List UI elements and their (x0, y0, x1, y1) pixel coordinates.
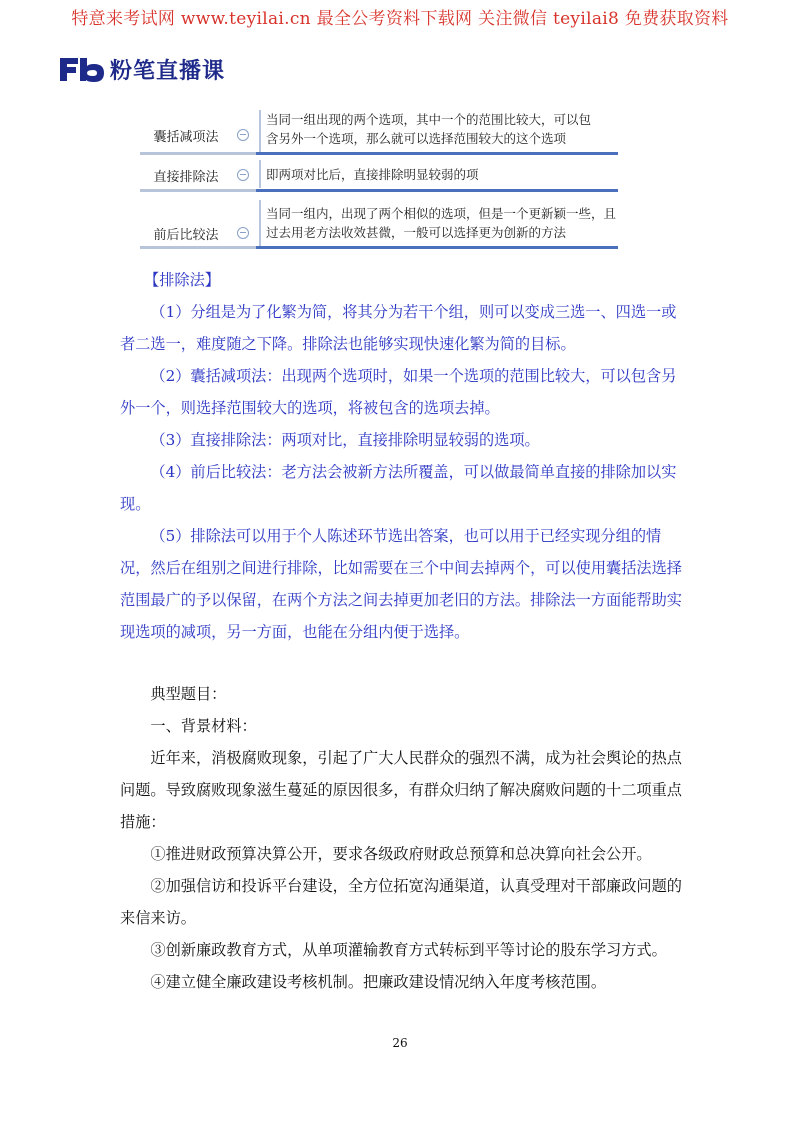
mindmap-desc (266, 165, 618, 184)
divider (259, 110, 261, 154)
divider (259, 200, 261, 246)
mindmap-label: 囊括减项法 (153, 130, 219, 145)
collapse-icon (237, 227, 249, 239)
collapse-icon (237, 129, 249, 141)
mindmap-desc-line: 含另外一个选项，那么就可以选择范围较大的这个选项 (266, 131, 567, 146)
measure-1: ①推进财政预算决算公开，要求各级政府财政总预算和总决算向社会公开。 (150, 845, 652, 863)
measure-4: ④建立健全廉政建设考核机制。把廉政建设情况纳入年度考核范围。 (150, 973, 607, 991)
mindmap-row (140, 106, 618, 154)
logo-text: 粉笔直播课 (110, 58, 226, 84)
underline (140, 152, 256, 155)
point-1: （1）分组是为了化繁为简，将其分为若干个组，则可以变成三选一、四选一或者二选一，难度随之下降。排除法也能够实现快速化繁为简的目标。 (120, 303, 677, 353)
underline (140, 246, 256, 249)
point-3: （3）直接排除法：两项对比，直接排除明显较弱的选项。 (150, 431, 540, 449)
measure-3: ③创新廉政教育方式，从单项灌输教育方式转标到平等讨论的股东学习方式。 (150, 941, 667, 959)
example-title: 典型题目： (150, 685, 227, 703)
page-number: 26 (392, 1036, 408, 1050)
mindmap-desc (266, 204, 618, 242)
mindmap-desc-line: 过去用老方法收效甚微，一般可以选择更为创新的方法 (266, 225, 567, 240)
watermark-banner: 特意来考试网 www.teyilai.cn 最全公考资料下载网 关注微信 teyilai8 免费获取资料 (71, 9, 729, 29)
point-2: （2）囊括减项法：出现两个选项时，如果一个选项的范围比较大，可以包含另外一个，则选择范围较大的选项，将被包含的选项去掉。 (120, 367, 677, 417)
fenbi-logo-icon (58, 55, 106, 83)
collapse-icon (237, 169, 249, 181)
mindmap-desc (266, 110, 618, 148)
mindmap-row (140, 158, 618, 188)
underline (140, 189, 256, 192)
mindmap-table (140, 106, 618, 248)
point-5: （5）排除法可以用于个人陈述环节选出答案，也可以用于已经实现分组的情况，然后在组别之间进行排除，比如需要在三个中间去掉两个，可以使用囊括法选择范围最广的予以保留，在两个方法之间去掉更加老旧的方法。排除法一方面能帮助实现选项的减项，另一方面，也能在分组内便于选择。 (120, 527, 682, 641)
mindmap-label: 前后比较法 (153, 228, 219, 243)
mindmap-desc-line: 即两项对比后，直接排除明显较弱的项 (266, 167, 479, 182)
underline (256, 152, 618, 155)
underline (256, 246, 618, 249)
mindmap-desc-line: 当同一组内，出现了两个相似的选项，但是一个更新颖一些，且 (266, 206, 617, 221)
measure-2: ②加强信访和投诉平台建设，全方位拓宽沟通渠道，认真受理对干部廉政问题的来信来访。 (120, 877, 682, 927)
material-title: 一、背景材料： (150, 717, 257, 735)
material-intro: 近年来，消极腐败现象，引起了广大人民群众的强烈不满，成为社会舆论的热点问题。导致腐败现象滋生蔓延的原因很多，有群众归纳了解决腐败问题的十二项重点措施： (120, 749, 682, 831)
underline (256, 189, 618, 192)
logo (58, 52, 225, 86)
mindmap-label: 直接排除法 (153, 170, 219, 185)
point-4: （4）前后比较法：老方法会被新方法所覆盖，可以做最简单直接的排除加以实现。 (120, 463, 677, 513)
divider (259, 160, 261, 188)
mindmap-row (140, 196, 618, 248)
section-title: 【排除法】 (144, 271, 220, 289)
mindmap-desc-line: 当同一组出现的两个选项，其中一个的范围比较大，可以包 (266, 112, 592, 127)
